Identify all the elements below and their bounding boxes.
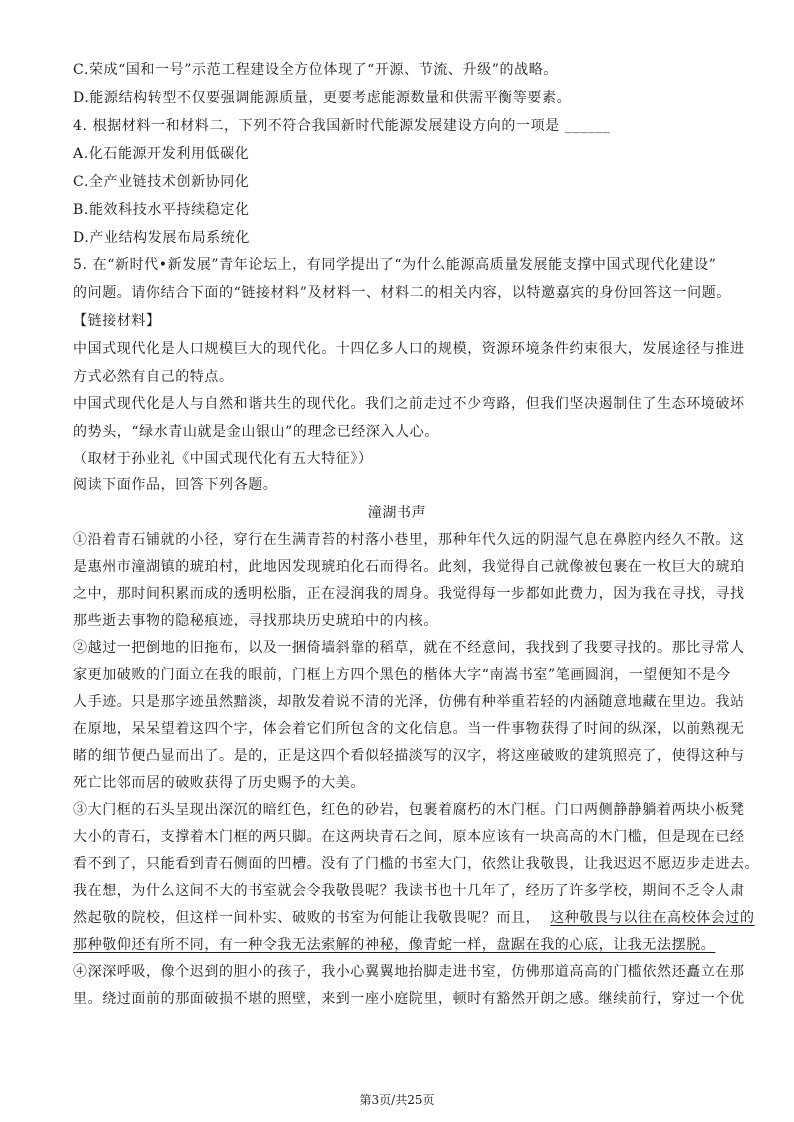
essay-p3-line-3: 看不到了，只能看到青石侧面的凹槽。没有了门槛的书室大门，依然让我敬畏，让我迟迟不愿迈步走进去。 — [73, 856, 760, 872]
q4-option-b: B.能效科技水平持续稳定化 — [73, 202, 250, 218]
q4-option-a: A.化石能源开发利用低碳化 — [73, 146, 250, 162]
essay-p3-line-4: 我在想，为什么这间不大的书室就会令我敬畏呢？我读书也十几年了，经历了许多学校，期间不乏令人肃 — [73, 883, 745, 899]
underlined-sentence-part-2: 那种敬仰还有所不同，有一种令我无法索解的神秘，像青蛇一样，盘踞在我的心底，让我无法摆脱。 — [73, 937, 716, 953]
essay-p2-line-5: 睹的细节便凸显而出了。是的，正是这四个看似轻描淡写的汉字，将这座破败的建筑照亮了，使得这种与 — [73, 748, 745, 764]
link-material-line-4: 的势头，“绿水青山就是金山银山”的理念已经深入人心。 — [73, 424, 439, 440]
link-material-line-2: 方式必然有自己的特点。 — [73, 369, 234, 385]
essay-p3-line-5 — [73, 909, 755, 927]
essay-p3-line-5-text: 然起敬的院校，但这样一间朴实、破败的书室为何能让我敬畏呢？而且， — [73, 910, 541, 926]
essay-p1-line-4: 那些逝去事物的隐秘痕迹，寻找那块历史琥珀中的内核。 — [73, 613, 438, 629]
essay-p3-line-6 — [73, 936, 733, 954]
source-citation: （取材于孙业礼《中国式现代化有五大特征》） — [73, 451, 373, 467]
option-d-line: D.能源结构转型不仅要强调能源质量，更要考虑能源数量和供需平衡等要素。 — [73, 90, 572, 106]
essay-p2-line-1: ②越过一把倒地的旧拖布，以及一捆倚墙斜靠的稻草，就在不经意间，我找到了我要寻找的。那比寻常人 — [73, 640, 745, 656]
page-number: 第3页/共25页 — [359, 1093, 435, 1107]
question-5-line-1: 5. 在“新时代•新发展”青年论坛上，有同学提出了“为什么能源高质量发展能支撑中国式现代化建设” — [73, 257, 717, 273]
question-5-line-2: 的问题。请你结合下面的“链接材料”及材料一、材料二的相关内容，以特邀嘉宾的身份回答这一问题。 — [73, 285, 731, 301]
essay-p1-line-1: ①沿着青石铺就的小径，穿行在生满青苔的村落小巷里，那种年代久远的阴湿气息在鼻腔内经久不散。这 — [73, 532, 745, 548]
essay-p4-line-1: ④深深呼吸，像个迟到的胆小的孩子，我小心翼翼地抬脚走进书室，仿佛那道高高的门槛依然还矗立在那 — [73, 964, 745, 980]
question-4: 4. 根据材料一和材料二，下列不符合我国新时代能源发展建设方向的一项是 ______ — [73, 118, 611, 134]
option-c-line: C.荣成“国和一号”示范工程建设全方位体现了“开源、节流、升级”的战略。 — [73, 62, 558, 78]
essay-p3-line-1: ③大门框的石头呈现出深沉的暗红色，红色的砂岩，包裹着腐朽的木门框。门口两侧静静躺着两块小板凳 — [73, 802, 745, 818]
essay-p4-line-2: 里。绕过面前的那面破损不堪的照壁，来到一座小庭院里，顿时有豁然开朗之感。继续前行，穿过一个优 — [73, 991, 745, 1007]
reading-instruction: 阅读下面作品，回答下列各题。 — [73, 477, 278, 493]
essay-p2-line-2: 家更加破败的门面立在我的眼前，门框上方四个黑色的楷体大字“南嵩书室”笔画圆润，一望便知不是今 — [73, 667, 731, 683]
link-material-heading: 【链接材料】 — [73, 313, 161, 329]
essay-p2-line-3: 人手迹。只是那字迹虽然黯淡，却散发着说不清的光泽，仿佛有种举重若轻的内涵随意地藏在里边。我站 — [73, 694, 745, 710]
essay-p1-line-3: 之中，那时间积累而成的透明松脂，正在浸润我的周身。我觉得每一步都如此费力，因为我在寻找，寻找 — [73, 586, 745, 602]
essay-p2-line-4: 在原地，呆呆望着这四个字，体会着它们所包含的文化信息。当一件事物获得了时间的纵深，以前熟视无 — [73, 721, 745, 737]
essay-p1-line-2: 是惠州市潼湖镇的琥珀村，此地因发现琥珀化石而得名。此刻，我觉得自己就像被包裹在一枚巨大的琥珀 — [73, 559, 745, 575]
link-material-line-1: 中国式现代化是人口规模巨大的现代化。十四亿多人口的规模，资源环境条件约束很大，发展途径与推进 — [73, 341, 745, 357]
link-material-line-3: 中国式现代化是人与自然和谐共生的现代化。我们之前走过不少弯路，但我们坚决遏制住了生态环境破坏 — [73, 396, 745, 412]
q4-option-d: D.产业结构发展布局系统化 — [73, 230, 250, 246]
underlined-sentence-part-1: 这种敬畏与以往在高校体会过的 — [550, 910, 755, 926]
essay-p3-line-2: 大小的青石，支撑着木门框的两只脚。在这两块青石之间，原本应该有一块高高的木门槛，但是现在已经 — [73, 829, 745, 845]
essay-title: 潼湖书声 — [367, 505, 427, 521]
essay-p2-line-6: 死亡比邻而居的破败获得了历史赐予的大美。 — [73, 775, 365, 791]
q4-option-c: C.全产业链技术创新协同化 — [73, 174, 250, 190]
